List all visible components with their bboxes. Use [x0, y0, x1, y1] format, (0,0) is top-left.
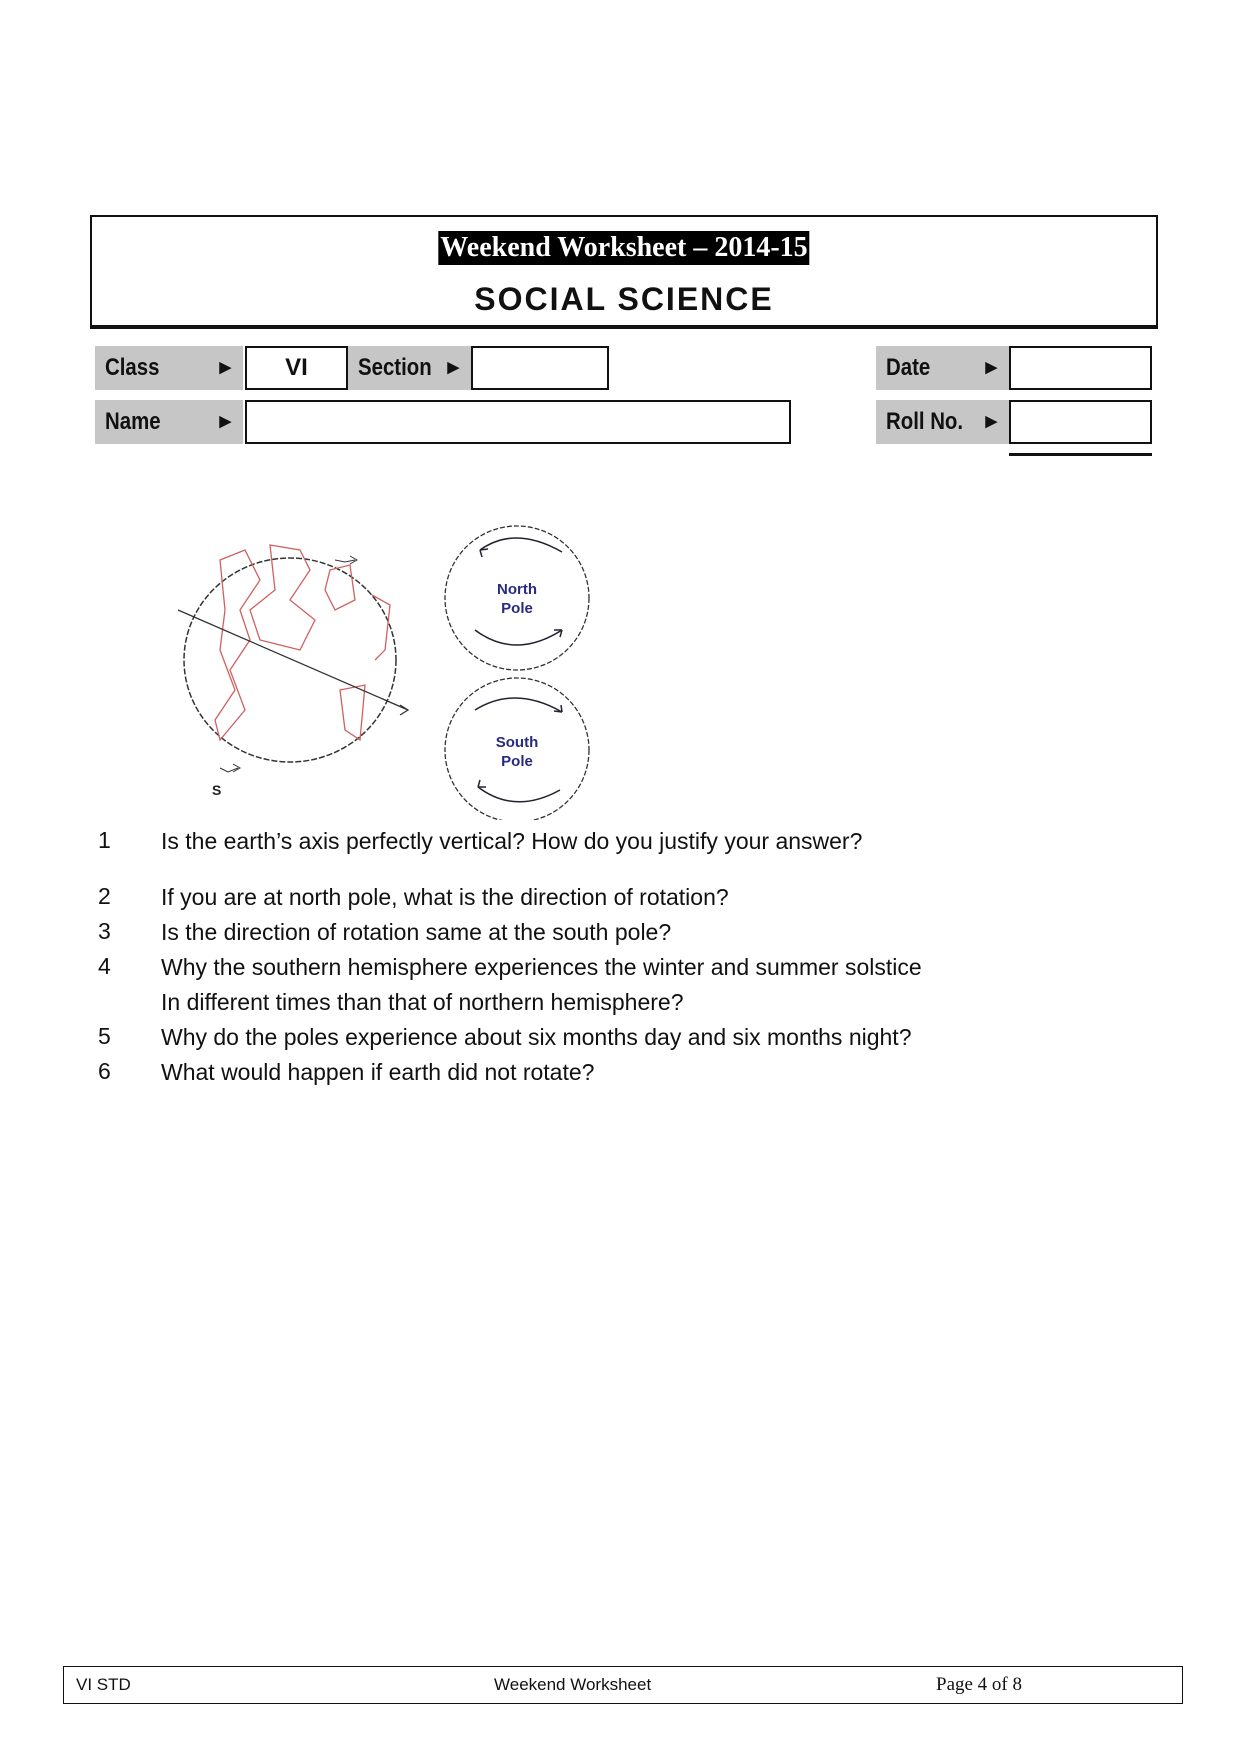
arrow-icon: ▶ [985, 359, 997, 376]
roll-label: Roll No. ▶ [876, 400, 1009, 444]
page-footer [63, 1666, 1183, 1704]
earth-rotation-figure [150, 510, 610, 820]
north-label: North [497, 581, 537, 598]
class-label: Class ▶ [95, 346, 243, 390]
question-text: Is the earth’s axis perfectly vertical? How do you justify your answer? [161, 828, 863, 854]
name-label: Name ▶ [95, 400, 243, 444]
south-label: S [212, 782, 222, 798]
north-pole-diagram [445, 526, 589, 670]
section-field[interactable] [471, 346, 609, 390]
footer-class: VI STD [76, 1675, 131, 1694]
footer-title: Weekend Worksheet [494, 1675, 652, 1694]
question-number: 4 [98, 953, 111, 979]
class-field[interactable]: VI [245, 346, 348, 390]
arrow-icon: ▶ [219, 359, 231, 376]
arrow-icon: ▶ [985, 413, 997, 430]
date-field[interactable] [1009, 346, 1152, 390]
section-label: Section ▶ [348, 346, 471, 390]
question-text: If you are at north pole, what is the direction of rotation? [161, 884, 729, 910]
page-number: Page 4 of 8 [936, 1674, 1023, 1695]
question-number: 3 [98, 918, 111, 944]
south-pole-label: South [495, 734, 539, 751]
south-pole-diagram [445, 678, 589, 820]
question-text-continued: In different times than that of northern hemisphere? [161, 989, 684, 1015]
question-number: 5 [98, 1023, 111, 1049]
question-number: 1 [98, 827, 111, 853]
question-text: Is the direction of rotation same at the south pole? [161, 919, 672, 945]
arrow-icon: ▶ [447, 359, 459, 376]
roll-field[interactable] [1009, 400, 1152, 444]
question-number: 6 [98, 1058, 111, 1084]
question-text: What would happen if earth did not rotate? [161, 1059, 595, 1085]
divider [1009, 453, 1152, 456]
question-text: Why do the poles experience about six months day and six months night? [161, 1024, 912, 1050]
south-pole-label: Pole [501, 753, 533, 770]
subject-title: SOCIAL SCIENCE [474, 281, 774, 317]
globe-illustration [178, 545, 408, 798]
question-number: 2 [98, 883, 111, 909]
name-field[interactable] [245, 400, 791, 444]
question-text: Why the southern hemisphere experiences the winter and summer solstice [161, 954, 922, 980]
worksheet-title: Weekend Worksheet – 2014-15 [440, 232, 808, 263]
header-box [90, 215, 1158, 329]
north-label: Pole [501, 600, 533, 617]
date-label: Date ▶ [876, 346, 1009, 390]
arrow-icon: ▶ [219, 413, 231, 430]
